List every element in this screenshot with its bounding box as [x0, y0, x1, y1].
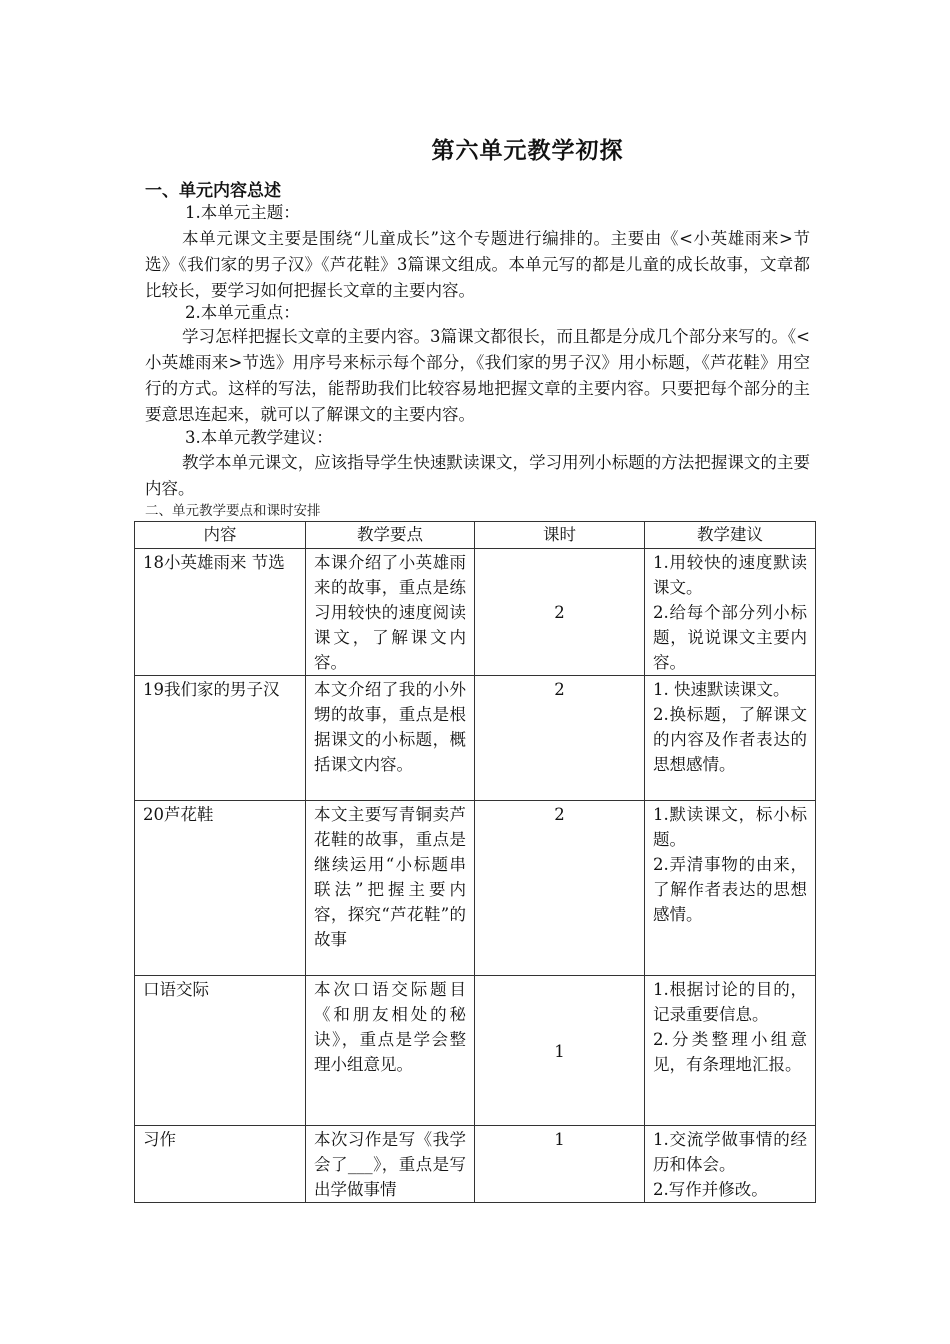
- advice-item: 2.换标题，了解课文的内容及作者表达的思想感情。: [653, 705, 807, 774]
- column-header: 教学建议: [645, 522, 816, 549]
- cell-hours: 1: [475, 976, 645, 1126]
- cell-advice: [645, 549, 816, 676]
- advice-item: 1. 快速默读课文。: [653, 680, 790, 699]
- advice-item: 2.弄清事物的由来，了解作者表达的思想感情。: [653, 855, 807, 924]
- cell-content: 18小英雄雨来 节选: [135, 549, 306, 676]
- section-1-heading: 一、单元内容总述: [145, 181, 281, 201]
- column-header: 内容: [135, 522, 306, 549]
- cell-advice: [645, 801, 816, 976]
- section-2-heading: 二、单元教学要点和课时安排: [145, 503, 321, 519]
- advice-item: 1.根据讨论的目的，记录重要信息。: [653, 980, 807, 1024]
- table-row: [135, 676, 816, 801]
- cell-hours: 1: [475, 1126, 645, 1203]
- advice-item: 1.用较快的速度默读课文。: [653, 553, 807, 597]
- cell-advice: [645, 676, 816, 801]
- focus-label: 2.本单元重点：: [185, 303, 300, 322]
- table-row: [135, 1126, 816, 1203]
- theme-paragraph: 本单元课文主要是围绕“儿童成长”这个专题进行编排的。主要由《<小英雄雨来>节选》《我们家的男子汉》《芦花鞋》3篇课文组成。本单元写的都是儿童的成长故事，文章都比较长，要学习如何把握长文章的主要内容。: [145, 229, 810, 300]
- cell-points: 本课介绍了小英雄雨来的故事，重点是练习用较快的速度阅读课文，了解课文内容。: [306, 549, 475, 676]
- focus-paragraph: 学习怎样把握长文章的主要内容。3篇课文都很长，而且都是分成几个部分来写的。《<小英雄雨来>节选》用序号来标示每个部分，《我们家的男子汉》用小标题，《芦花鞋》用空行的方式。这样的写法，能帮助我们比较容易地把握文章的主要内容。只要把每个部分的主要意思连起来，就可以了解课文的主要内容。: [145, 327, 810, 424]
- advice-paragraph: 教学本单元课文，应该指导学生快速默读课文，学习用列小标题的方法把握课文的主要内容。: [145, 453, 810, 498]
- cell-points: 本次习作是写《我学会了___》，重点是写出学做事情: [306, 1126, 475, 1203]
- cell-content: 19我们家的男子汉: [135, 676, 306, 801]
- advice-item: 1.交流学做事情的经历和体会。: [653, 1130, 807, 1174]
- cell-content: 习作: [135, 1126, 306, 1203]
- teaching-plan-table: [134, 521, 816, 1203]
- cell-advice: [645, 976, 816, 1126]
- table-row: [135, 549, 816, 676]
- table-row: [135, 801, 816, 976]
- cell-advice: [645, 1126, 816, 1203]
- cell-points: 本文主要写青铜卖芦花鞋的故事，重点是继续运用“小标题串联法”把握主要内容，探究“芦花鞋”的故事: [306, 801, 475, 976]
- cell-hours: 2: [475, 801, 645, 976]
- advice-label: 3.本单元教学建议：: [185, 428, 333, 447]
- cell-points: 本次口语交际题目《和朋友相处的秘诀》，重点是学会整理小组意见。: [306, 976, 475, 1126]
- theme-label: 1.本单元主题：: [185, 203, 300, 222]
- cell-hours: 2: [475, 676, 645, 801]
- page-title: 第六单元教学初探: [431, 138, 624, 164]
- cell-content: 20芦花鞋: [135, 801, 306, 976]
- advice-item: 2.写作并修改。: [653, 1180, 768, 1199]
- advice-item: 1.默读课文，标小标题。: [653, 805, 807, 849]
- table-header-row: [135, 522, 816, 549]
- cell-points: 本文介绍了我的小外甥的故事，重点是根据课文的小标题，概括课文内容。: [306, 676, 475, 801]
- column-header: 课时: [475, 522, 645, 549]
- cell-content: 口语交际: [135, 976, 306, 1126]
- advice-item: 2.给每个部分列小标题，说说课文主要内容。: [653, 603, 807, 672]
- advice-item: 2.分类整理小组意见，有条理地汇报。: [653, 1030, 807, 1074]
- table-row: [135, 976, 816, 1126]
- cell-hours: 2: [475, 549, 645, 676]
- column-header: 教学要点: [306, 522, 475, 549]
